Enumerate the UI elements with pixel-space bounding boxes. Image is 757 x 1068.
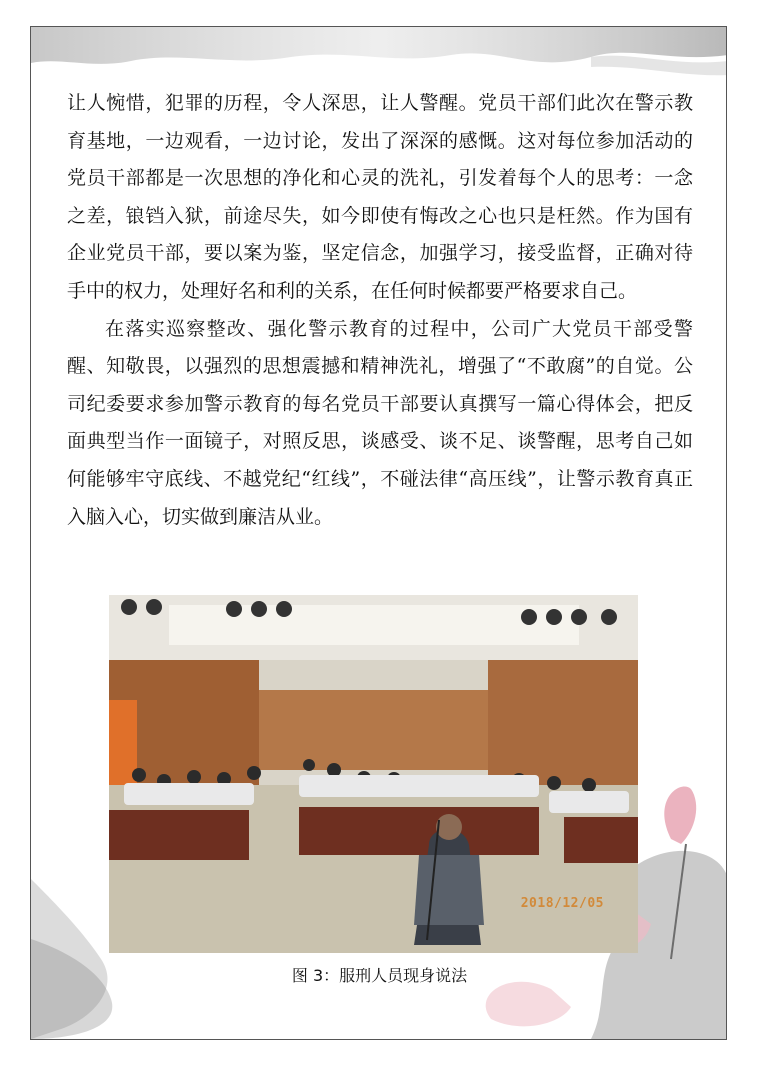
paragraph-2: 在落实巡察整改、强化警示教育的过程中，公司广大党员干部受警醒、知敬畏，以强烈的思想震撼和精神洗礼，增强了“不敢腐”的自觉。公司纪委要求参加警示教育的每名党员干部要认真撰写一篇心得体会，把反面典型当作一面镜子，对照反思，谈感受、谈不足、谈警醒，思考自己如何能够牢守底线、不越党纪“红线”，不碰法律“高压线”，让警示教育真正入脑入心，切实做到廉洁从业。 [67,317,693,528]
photo-date-stamp: 2018/12/05 [520,896,604,911]
paragraph-1: 让人惋惜，犯罪的历程，令人深思，让人警醒。党员干部们此次在警示教育基地，一边观看，一边讨论，发出了深深的感慨。这对每位参加活动的党员干部都是一次思想的净化和心灵的洗礼，引发着每个人的思考：一念之差，锒铛入狱，前途尽失，如今即使有悔改之心也只是枉然。作为国有企业党员干部，要以案为鉴，坚定信念，加强学习，接受监督，正确对待手中的权力，处理好名和利的关系，在任何时候都要严格要求自己。 [67,92,693,302]
page-frame [30,26,727,1040]
article-body [67,85,693,536]
event-photo [109,595,638,953]
figure-caption: 图 3：服刑人员现身说法 [291,966,468,985]
